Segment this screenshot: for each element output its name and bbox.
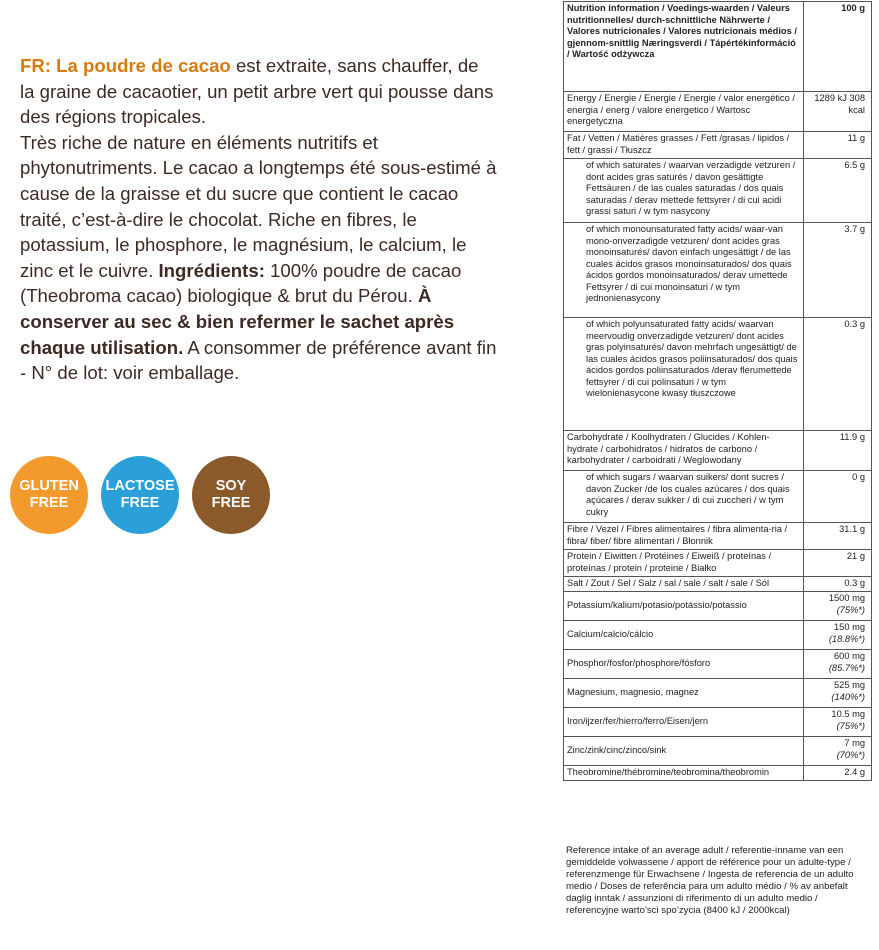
ingredients-text: 100% poudre de cacao (Theobroma cacao) biologique & brut du Pérou. [20, 259, 462, 307]
table-header-row [564, 2, 872, 92]
badge-line-2: FREE [120, 495, 160, 511]
mineral-label: Magnesium, magnesio, magnez [564, 679, 804, 708]
mineral-label: Zinc/zink/cinc/zinco/sink [564, 737, 804, 766]
mineral-amount: 525 mg [833, 680, 865, 690]
table-row [564, 431, 872, 471]
table-row [564, 737, 872, 766]
mineral-amount: 10.5 mg [831, 709, 865, 719]
mineral-ri-percent: (18.8%*) [828, 633, 865, 644]
mineral-label: Calcium/calcio/cálcio [564, 621, 804, 650]
nutrient-label: Salt / Zout / Sel / Salz / sal / sale / salt / sale / Sól [564, 577, 804, 592]
free-from-badges [10, 456, 270, 534]
nutrient-value: 0.3 g [804, 318, 872, 431]
badge-line-2: FREE [211, 495, 251, 511]
nutrition-table [563, 1, 872, 781]
table-row [564, 132, 872, 159]
mineral-amount: 7 mg [844, 738, 865, 748]
mineral-ri-percent: (140%*) [831, 691, 865, 702]
mineral-value-cell [804, 679, 872, 708]
table-row [564, 471, 872, 523]
nutrient-label: Theobromine/thébromine/teobromina/theobromin [564, 766, 804, 781]
table-row [564, 223, 872, 318]
table-row [564, 318, 872, 431]
nutrient-label: of which monounsaturated fatty acids/ waar-van mono-onverzadigde vetzuren/ dont acides gras monoinsaturés/ davon einfach ungesättigt / de las cuales ácidos grasos monoinsaturados/ dos quais ácidos gordos monoinsaturados/ derav umettede Fettsyrer / di cui monoinsaturi / w tym jednonienasycony [564, 223, 804, 318]
nutrient-value: 0.3 g [804, 577, 872, 592]
gluten-free-badge [10, 456, 88, 534]
mineral-ri-percent: (70%*) [836, 749, 865, 760]
mineral-ri-percent: (85.7%*) [828, 662, 865, 673]
badge-line-1: GLUTEN [19, 478, 79, 494]
mineral-label: Potassium/kalium/potasio/potássio/potassio [564, 592, 804, 621]
nutrient-label: of which saturates / waarvan verzadigde vetzuren / dont acides gras saturés / davon gesättigte Fettsäuren / de las cuales saturadas / dos quais saturadas / derav mettede fettsyrer / di cui acidi grassi saturi / w tym nasycony [564, 159, 804, 223]
table-row [564, 550, 872, 577]
mineral-value-cell [804, 621, 872, 650]
nutrient-label: Carbohydrate / Koolhydraten / Glucides / Kohlen-hydrate / carbohidratos / hidratos de carbono / karbohydrater / carboidrati / Weglowodany [564, 431, 804, 471]
mineral-label: Phosphor/fosfor/phosphore/fósforo [564, 650, 804, 679]
nutrient-value: 31.1 g [804, 523, 872, 550]
table-row [564, 523, 872, 550]
table-row [564, 708, 872, 737]
product-description [20, 53, 498, 386]
table-header-value: 100 g [804, 2, 872, 92]
table-row [564, 766, 872, 781]
nutrient-value: 1289 kJ 308 kcal [804, 92, 872, 132]
ingredients-label: Ingrédients: [158, 259, 265, 281]
table-row [564, 92, 872, 132]
nutrient-label: Energy / Energie / Energie / Energie / valor energético / energia / energ / valore energetico / Wartosc energetyczna [564, 92, 804, 132]
table-row [564, 650, 872, 679]
mineral-ri-percent: (75%*) [836, 720, 865, 731]
mineral-value-cell [804, 592, 872, 621]
nutrient-value: 6.5 g [804, 159, 872, 223]
mineral-amount: 600 mg [833, 651, 865, 661]
best-before-text: A consommer de préférence avant fin - N° de lot: voir emballage. [20, 336, 497, 384]
badge-line-1: SOY [215, 478, 247, 494]
table-row [564, 621, 872, 650]
table-row [564, 159, 872, 223]
table-row [564, 592, 872, 621]
storage-instructions: À conserver au sec & bien refermer le sachet après chaque utilisation. [20, 285, 455, 358]
badge-line-1: LACTOSE [105, 478, 175, 494]
nutrient-value: 11 g [804, 132, 872, 159]
description-heading: FR: La poudre de cacao [20, 55, 231, 76]
nutrient-label: Fibre / Vezel / Fibres alimentaires / fibra alimenta-ria / fibra/ fiber/ fibre alimentari / Błonnik [564, 523, 804, 550]
mineral-value-cell [804, 737, 872, 766]
description-text-1: est extraite, sans chauffer, de la graine de cacaotier, un petit arbre vert qui pousse dans des régions tropicales. [20, 55, 494, 128]
mineral-ri-percent: (75%*) [836, 604, 865, 615]
lactose-free-badge [101, 456, 179, 534]
badge-line-2: FREE [29, 495, 69, 511]
mineral-label: Iron/ijzer/fer/hierro/ferro/Eisen/jern [564, 708, 804, 737]
nutrient-label: Fat / Vetten / Matières grasses / Fett /grasas / lipidos / fett / grassi / Tłuszcz [564, 132, 804, 159]
soy-free-badge [192, 456, 270, 534]
nutrient-value: 2.4 g [804, 766, 872, 781]
table-row [564, 679, 872, 708]
mineral-amount: 1500 mg [828, 593, 865, 603]
nutrient-value: 0 g [804, 471, 872, 523]
nutrient-label: Protein / Eiwitten / Protéines / Eiweiß / proteínas / proteínas / protein / proteine / Białko [564, 550, 804, 577]
nutrient-label: of which polyunsaturated fatty acids/ waarvan meervoudig onverzadigde vetzuren/ dont acides gras polyinsaturés/ davon mehrfach ungesättigt/ de las cuales ácidos grasos poliinsaturados/ dos quais ácidos gordos poliinsaturados /derav flerumettede fettsyrer / di cui polinsaturi / w tym wielonienasycone kwasy tłuszczowe [564, 318, 804, 431]
reference-intake-footnote: Reference intake of an average adult / referentie-inname van een gemiddelde volwassene / apport de référence pour un adulte-type / referenzmenge für Erwachsene / Ingesta de referencia de un adulto medio / Doses de referência para um adulto médio / % av anbefalt daglig inntak / assunzioni di riferimento di un adulto medio / referencyjne warto’sci spo’zycia (8400 kJ / 2000kcal) [566, 845, 854, 917]
nutrient-value: 11.9 g [804, 431, 872, 471]
nutrient-value: 21 g [804, 550, 872, 577]
table-row [564, 577, 872, 592]
nutrient-label: of which sugars / waarvan suikers/ dont sucres / davon Zucker /de los cuales azúcares / dos quais açúcares / derav sukker / di cui zuccheri / w tym cukry [564, 471, 804, 523]
table-header-label: Nutrition information / Voedings-waarden / Valeurs nutritionnelles/ durch-schnittliche Nährwerte / Valores nutricionales / Valores nutricionais médios / gjennom-snittlig Næringsverdi / Tápértékinformáció / Wartość odżywcza [564, 2, 804, 92]
mineral-value-cell [804, 650, 872, 679]
mineral-amount: 150 mg [833, 622, 865, 632]
nutrient-value: 3.7 g [804, 223, 872, 318]
mineral-value-cell [804, 708, 872, 737]
description-text-2: Très riche de nature en éléments nutritifs et phytonutriments. Le cacao a longtemps été sous-estimé à cause de la graisse et du sucre que contient le cacao traité, c’est-à-dire le chocolat. Riche en fibres, le potassium, le phosphore, le magnésium, le calcium, le zinc et le cuivre. [20, 131, 497, 281]
